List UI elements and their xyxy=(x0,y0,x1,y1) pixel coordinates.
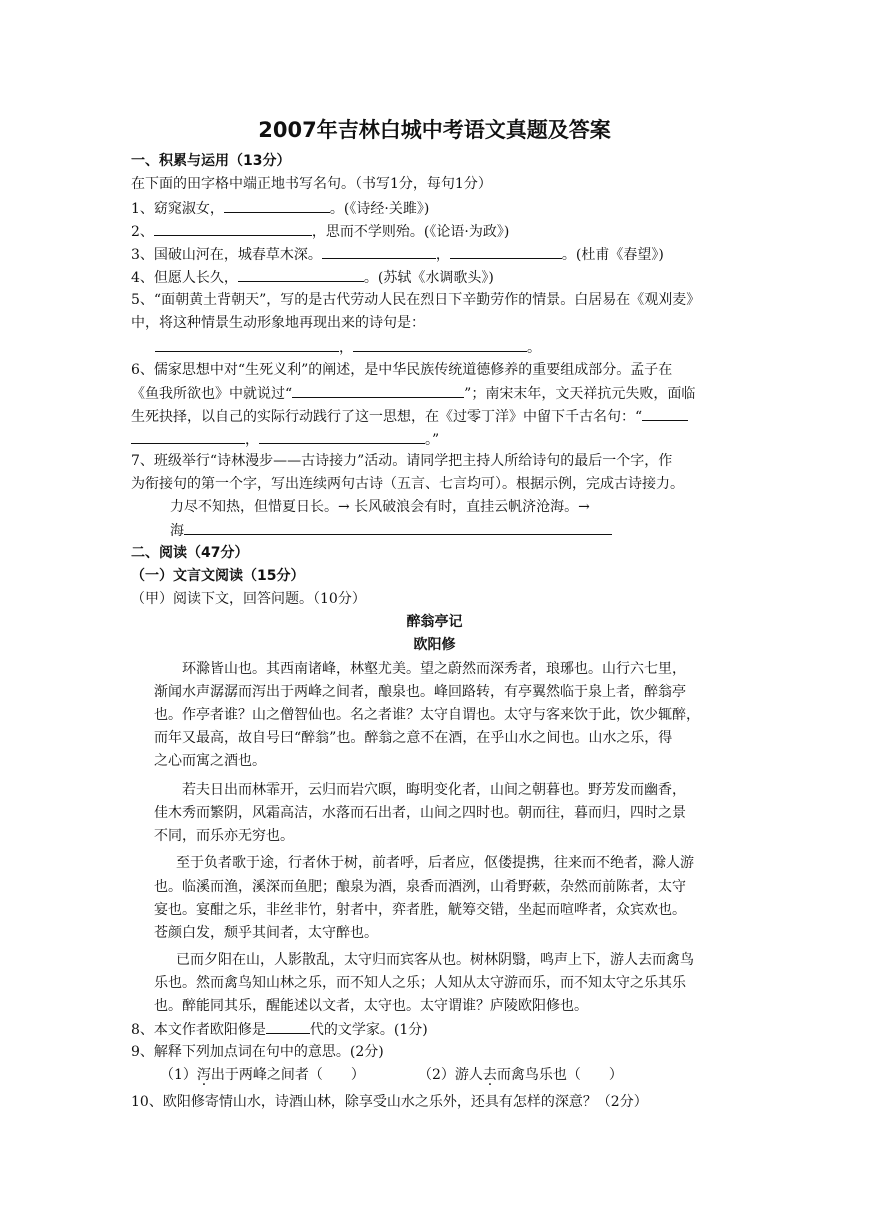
essay-line: 苍颜白发，颓乎其间者，太守醉也。 xyxy=(154,925,378,941)
essay-line: 宴也。宴酣之乐，非丝非竹，射者中，弈者胜，觥筹交错，坐起而喧哗者，众宾欢也。 xyxy=(154,902,686,918)
question-6-line3: 生死抉择，以自己的实际行动践行了这一思想，在《过零丁洋》中留下千古名句：“ xyxy=(131,406,688,427)
question-7-answer: 海 xyxy=(170,520,612,541)
answer-blank[interactable] xyxy=(292,383,464,398)
answer-blank[interactable] xyxy=(266,1019,310,1034)
essay-line: 之心而寓之酒也。 xyxy=(154,753,266,769)
question-6-line1: 6、儒家思想中对“生死义利”的阐述，是中华民族传统道德修养的重要组成部分。孟子在 xyxy=(131,362,673,378)
section1-heading: 一、积累与运用（13分） xyxy=(131,153,291,169)
answer-blank[interactable] xyxy=(322,244,436,259)
essay-line: 不同，而乐亦无穷也。 xyxy=(154,828,294,844)
question-7-example: 力尽不知热，但惜夏日长。→ 长风破浪会有时，直挂云帆济沧海。→ xyxy=(170,499,590,515)
essay-line: 而年又最高，故自号曰“醉翁”也。醉翁之意不在酒，在乎山水之间也。山水之乐，得 xyxy=(154,730,673,746)
question-7-line2: 为衔接句的第一个字，写出连续两句古诗（五言、七言均可）。根据示例，完成古诗接力。 xyxy=(131,476,684,492)
essay-line: 环滁皆山也。其西南诸峰，林壑尤美。望之蔚然而深秀者，琅琊也。山行六七里， xyxy=(182,661,686,677)
question-5-line1: 5、“面朝黄土背朝天”，写的是古代劳动人民在烈日下辛勤劳作的情景。白居易在《观刈麦》 xyxy=(131,292,701,308)
question-4: 4、但愿人长久， 。(苏轼《水调歌头》) xyxy=(131,267,494,288)
question-5-line2: 中，将这种情景生动形象地再现出来的诗句是： xyxy=(131,315,425,331)
essay-line: 乐也。然而禽鸟知山林之乐，而不知人之乐；人知从太守游而乐，而不知太守之乐其乐 xyxy=(154,975,686,991)
answer-blank[interactable] xyxy=(259,429,425,444)
page-title: 2007年吉林白城中考语文真题及答案 xyxy=(258,118,611,142)
emphasis-dot-word: 泻 xyxy=(196,1067,211,1083)
question-9: 9、解释下列加点词在句中的意思。(2分) xyxy=(131,1044,384,1060)
essay-line: 若夫日出而林霏开，云归而岩穴暝，晦明变化者，山间之朝暮也。野芳发而幽香， xyxy=(182,782,686,798)
essay-line: 已而夕阳在山，人影散乱，太守归而宾客从也。树林阴翳，鸣声上下，游人去而禽鸟 xyxy=(176,952,694,968)
answer-blank[interactable] xyxy=(642,406,688,421)
essay-line: 也。醉能同其乐，醒能述以文者，太守也。太守谓谁？庐陵欧阳修也。 xyxy=(154,998,588,1014)
section2-sub1-heading: （一）文言文阅读（15分） xyxy=(131,568,305,584)
answer-blank[interactable] xyxy=(238,267,364,282)
section1-intro: 在下面的田字格中端正地书写名句。（书写1分，每句1分） xyxy=(131,176,492,192)
question-8: 8、本文作者欧阳修是 代的文学家。(1分) xyxy=(131,1019,428,1040)
question-9-part1: （1）泻出于两峰之间者（ ） xyxy=(160,1067,365,1083)
essay-author: 欧阳修 xyxy=(413,637,456,653)
essay-line: 也。临溪而渔，溪深而鱼肥；酿泉为酒，泉香而酒洌，山肴野蔌，杂然而前陈者，太守 xyxy=(154,879,686,895)
answer-blank[interactable] xyxy=(154,221,312,236)
question-6-line4: ， 。” xyxy=(131,429,439,450)
question-9-part2: （2）游人去而禽鸟乐也（ ） xyxy=(418,1067,623,1083)
question-5-answer: ， 。 xyxy=(155,337,541,358)
essay-line: 渐闻水声潺潺而泻出于两峰之间者，酿泉也。峰回路转，有亭翼然临于泉上者，醉翁亭 xyxy=(154,684,686,700)
question-10: 10、欧阳修寄情山水，诗酒山林，除享受山水之乐外，还具有怎样的深意？（2分） xyxy=(131,1094,648,1110)
essay-title: 醉翁亭记 xyxy=(406,614,463,630)
passage-jia-instruction: （甲）阅读下文，回答问题。（10分） xyxy=(131,591,366,607)
essay-line: 至于负者歌于途，行者休于树，前者呼，后者应，伛偻提携，往来而不绝者，滁人游 xyxy=(176,855,694,871)
answer-blank[interactable] xyxy=(131,429,245,444)
question-7-line1: 7、班级举行“诗林漫步——古诗接力”活动。请同学把主持人所给诗句的最后一个字，作 xyxy=(131,453,673,469)
question-1: 1、窈窕淑女， 。(《诗经·关雎》) xyxy=(131,198,429,219)
answer-blank[interactable] xyxy=(184,520,612,535)
answer-blank[interactable] xyxy=(450,244,562,259)
answer-blank[interactable] xyxy=(353,337,527,352)
question-3: 3、国破山河在，城春草木深。 ， 。(杜甫《春望》) xyxy=(131,244,664,265)
essay-line: 佳木秀而繁阴，风霜高洁，水落而石出者，山间之四时也。朝而往，暮而归，四时之景 xyxy=(154,805,686,821)
answer-blank[interactable] xyxy=(224,198,330,213)
emphasis-dot-word: 去 xyxy=(482,1067,497,1083)
question-6-line2: 《鱼我所欲也》中就说过“ ”；南宋末年，文天祥抗元失败，面临 xyxy=(131,383,695,404)
essay-line: 也。作亭者谁？山之僧智仙也。名之者谁？太守自谓也。太守与客来饮于此，饮少辄醉， xyxy=(154,707,700,723)
question-2: 2、 ，思而不学则殆。(《论语·为政》) xyxy=(131,221,509,242)
section2-heading: 二、阅读（47分） xyxy=(131,545,249,561)
answer-blank[interactable] xyxy=(155,337,339,352)
